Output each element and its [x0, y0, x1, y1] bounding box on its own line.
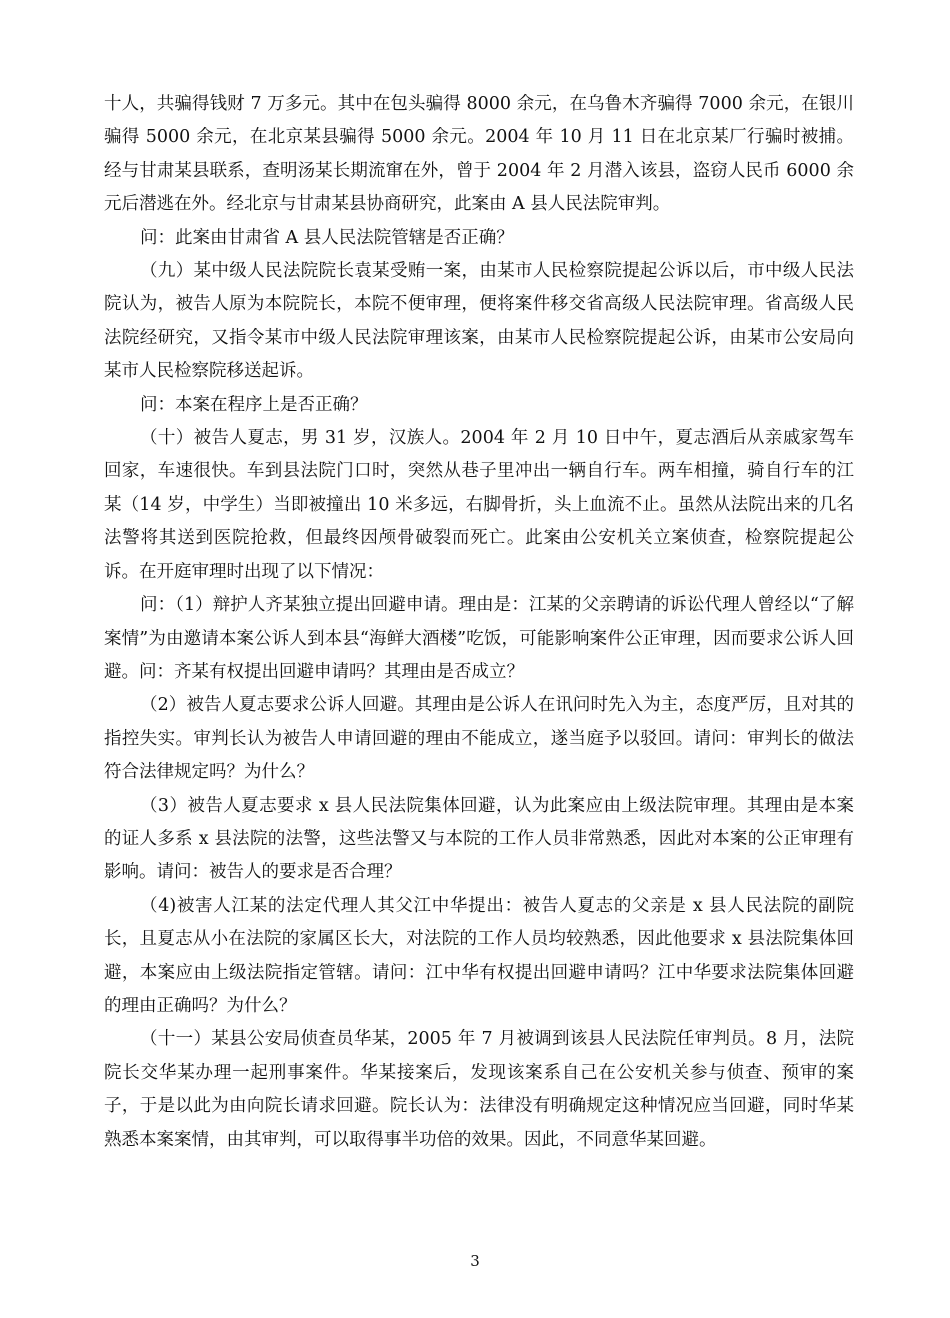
paragraph-case-10: （十）被告人夏志，男 31 岁，汉族人。2004 年 2 月 10 日中午，夏志酒后从亲戚家驾车回家，车速很快。车到县法院门口时，突然从巷子里冲出一辆自行车。两车相撞，骑自行车的江某（14 岁，中学生）当即被撞出 10 米多远，右脚骨折，头上血流不止。虽然从法院出来的几名法警将其送到医院抢救，但最终因颅骨破裂而死亡。此案由公安机关立案侦查，检察院提起公诉。在开庭审理时出现了以下情况： [104, 428, 854, 582]
paragraph-question-2: （2）被告人夏志要求公诉人回避。其理由是公诉人在讯问时先入为主，态度严厉，且对其的指控失实。审判长认为被告人申请回避的理由不能成立，遂当庭予以驳回。请问：审判长的做法符合法律规定吗？为什么？ [104, 695, 854, 783]
paragraph-question-4: （4)被害人江某的法定代理人其父江中华提出：被告人夏志的父亲是 x 县人民法院的副院长，且夏志从小在法院的家属区长大，对法院的工作人员均较熟悉，因此他要求 x 县法院集体回避，本案应由上级法院指定管辖。请问：江中华有权提出回避申请吗？江中华要求法院集体回避的理由正确吗？为什么？ [104, 895, 854, 1016]
paragraph-question-3: （3）被告人夏志要求 x 县人民法院集体回避，认为此案应由上级法院审理。其理由是本案的证人多系 x 县法院的法警，这些法警又与本院的工作人员非常熟悉，因此对本案的公正审理有影响。请问：被告人的要求是否合理？ [104, 795, 854, 883]
document-body [104, 88, 854, 1157]
paragraph-case-11: （十一）某县公安局侦查员华某，2005 年 7 月被调到该县人民法院任审判员。8 月，法院院长交华某办理一起刑事案件。华某接案后，发现该案系自己在公安机关参与侦查、预审的案子，于是以此为由向院长请求回避。院长认为：法律没有明确规定这种情况应当回避，同时华某熟悉本案案情，由其审判，可以取得事半功倍的效果。因此，不同意华某回避。 [104, 1029, 854, 1150]
paragraph-question-case-9: 问：本案在程序上是否正确？ [140, 394, 368, 415]
paragraph-question-1: 问：（1）辩护人齐某独立提出回避申请。理由是：江某的父亲聘请的诉讼代理人曾经以“了解案情”为由邀请本案公诉人到本县“海鲜大酒楼”吃饭，可能影响案件公正审理，因而要求公诉人回避。问：齐某有权提出回避申请吗？其理由是否成立？ [104, 595, 854, 682]
page-number: 3 [470, 1252, 480, 1270]
paragraph-question-case-8: 问：此案由甘肃省 A 县人民法院管辖是否正确？ [140, 227, 514, 248]
paragraph-case-8-continued: 十人，共骗得钱财 7 万多元。其中在包头骗得 8000 余元，在乌鲁木齐骗得 7000 余元，在银川骗得 5000 余元，在北京某县骗得 5000 余元。2004 年 10 月 11 日在北京某厂行骗时被捕。经与甘肃某县联系，查明汤某长期流窜在外，曾于 2004 年 2 月潜入该县，盗窃人民币 6000 余元后潜逃在外。经北京与甘肃某县协商研究，此案由 A 县人民法院审判。 [104, 94, 854, 215]
paragraph-case-9: （九）某中级人民法院院长袁某受贿一案，由某市人民检察院提起公诉以后，市中级人民法院认为，被告人原为本院院长，本院不便审理，便将案件移交省高级人民法院审理。省高级人民法院经研究，又指令某市中级人民法院审理该案，由某市人民检察院提起公诉，由某市公安局向某市人民检察院移送起诉。 [104, 261, 854, 382]
